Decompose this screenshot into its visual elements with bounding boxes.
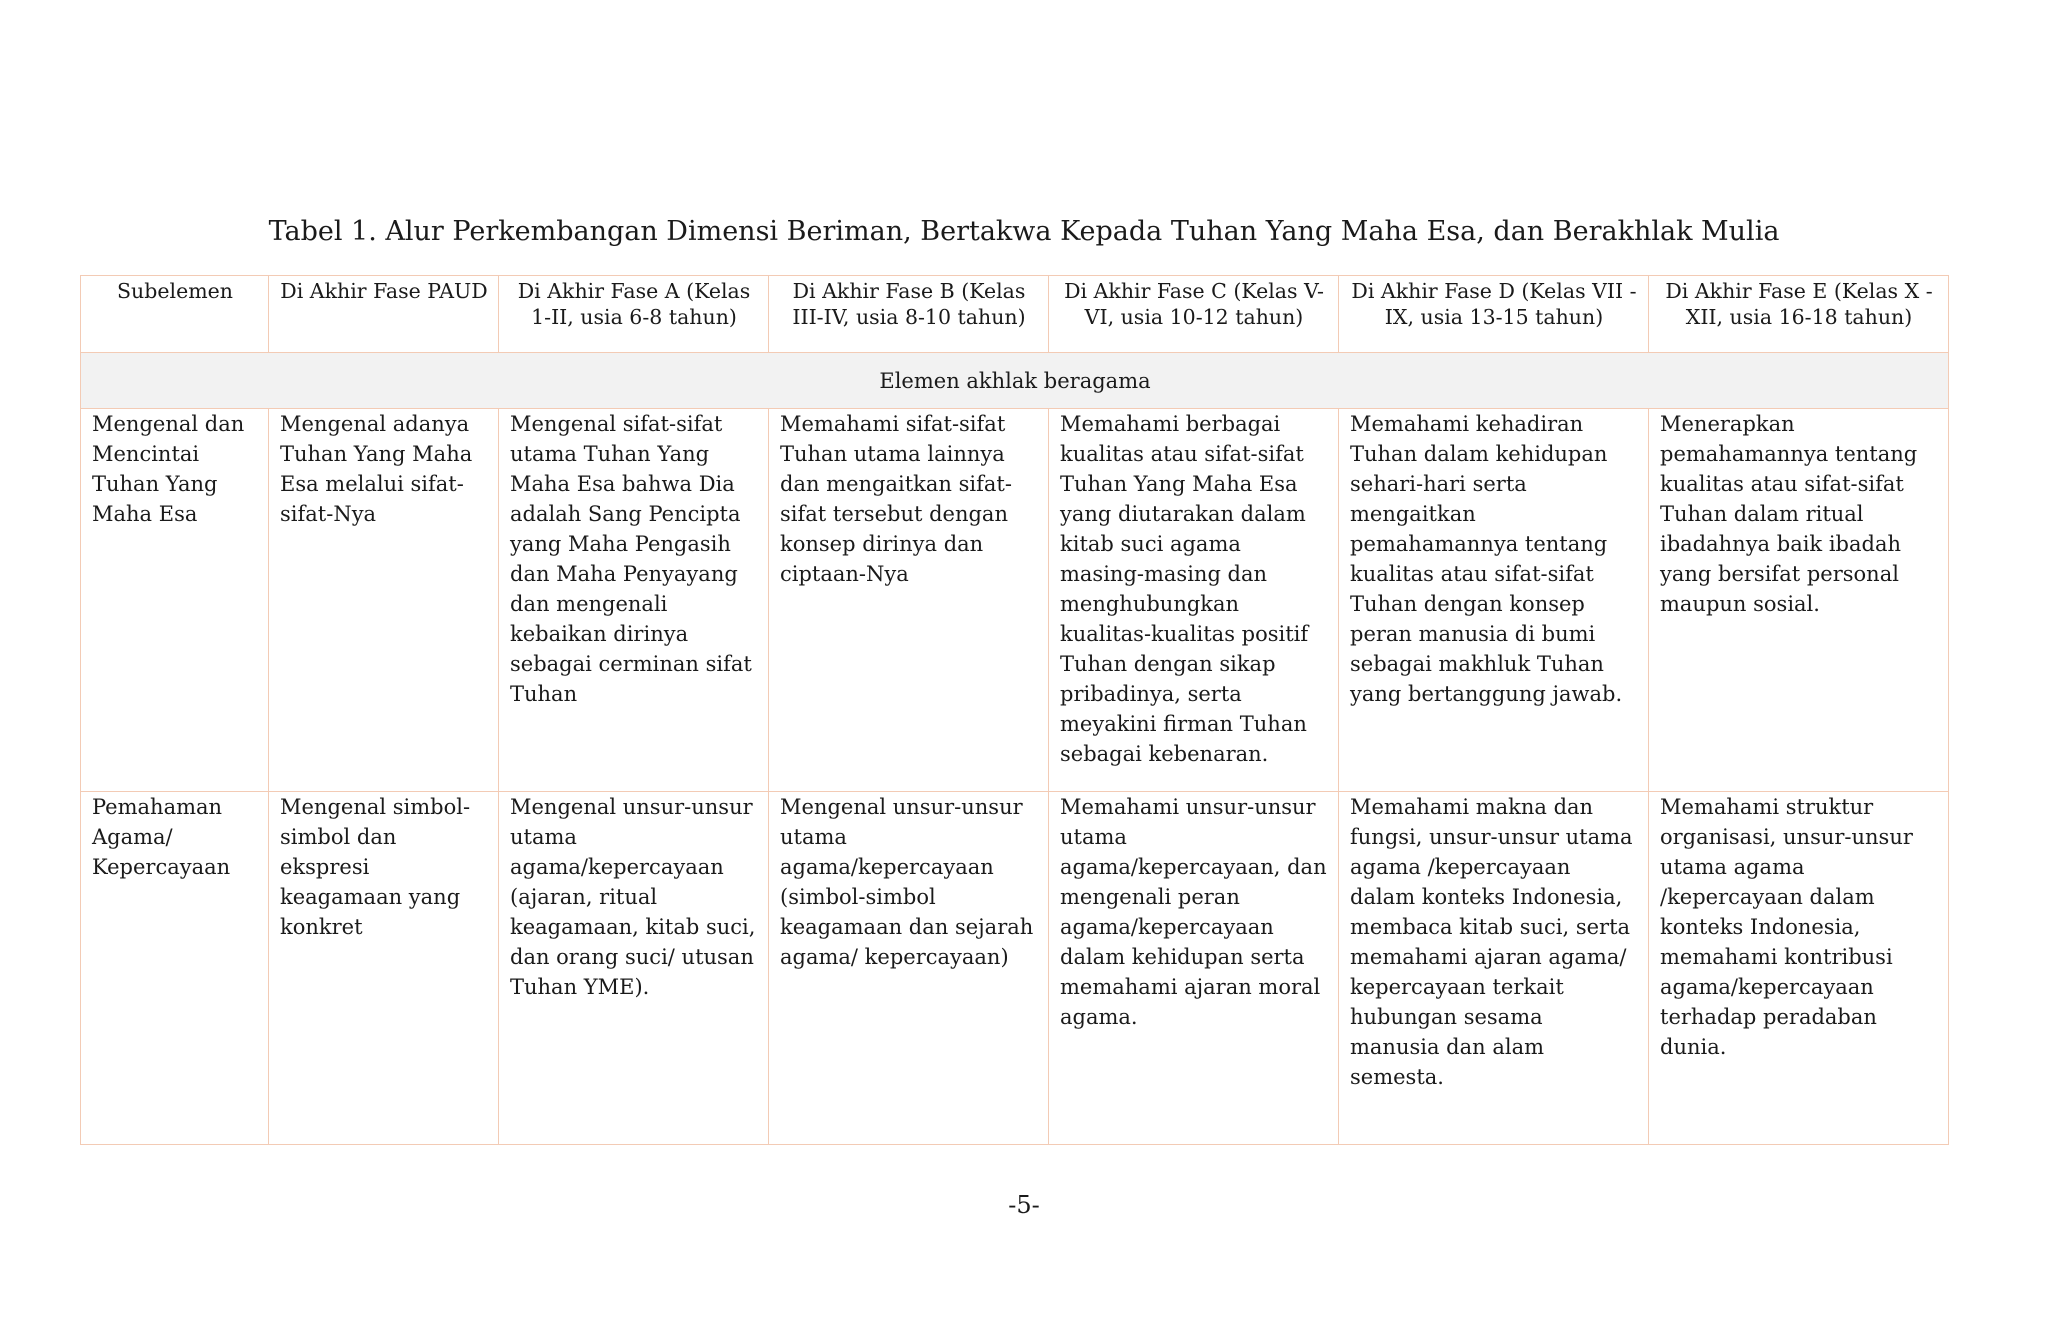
table-header-row bbox=[81, 276, 1949, 353]
section-row bbox=[81, 353, 1949, 409]
header-fase-d: Di Akhir Fase D (Kelas VII - IX, usia 13-15 tahun) bbox=[1339, 276, 1649, 353]
table-cell: Mengenal unsur-unsur utama agama/kepercayaan (ajaran, ritual keagamaan, kitab suci, dan orang suci/ utusan Tuhan YME). bbox=[499, 792, 769, 1145]
header-fase-paud: Di Akhir Fase PAUD bbox=[269, 276, 499, 353]
table-cell: Mengenal unsur-unsur utama agama/kepercayaan (simbol-simbol keagamaan dan sejarah agama/ kepercayaan) bbox=[769, 792, 1049, 1145]
table-row bbox=[81, 409, 1949, 792]
development-table bbox=[80, 275, 1949, 1145]
table-row bbox=[81, 792, 1949, 1145]
table-cell: Mengenal adanya Tuhan Yang Maha Esa melalui sifat-sifat-Nya bbox=[269, 409, 499, 792]
header-fase-a: Di Akhir Fase A (Kelas 1-II, usia 6-8 tahun) bbox=[499, 276, 769, 353]
table-cell: Mengenal sifat-sifat utama Tuhan Yang Maha Esa bahwa Dia adalah Sang Pencipta yang Maha Pengasih dan Maha Penyayang dan mengenali kebaikan dirinya sebagai cerminan sifat Tuhan bbox=[499, 409, 769, 792]
table-cell-subelemen: Pemahaman Agama/ Kepercayaan bbox=[81, 792, 269, 1145]
header-fase-c: Di Akhir Fase C (Kelas V-VI, usia 10-12 tahun) bbox=[1049, 276, 1339, 353]
table-cell: Mengenal simbol-simbol dan ekspresi keagamaan yang konkret bbox=[269, 792, 499, 1145]
table-cell: Memahami makna dan fungsi, unsur-unsur utama agama /kepercayaan dalam konteks Indonesia, membaca kitab suci, serta memahami ajaran agama/ kepercayaan terkait hubungan sesama manusia dan alam semesta. bbox=[1339, 792, 1649, 1145]
table-cell: Memahami sifat-sifat Tuhan utama lainnya dan mengaitkan sifat-sifat tersebut dengan konsep dirinya dan ciptaan-Nya bbox=[769, 409, 1049, 792]
table-cell: Memahami kehadiran Tuhan dalam kehidupan sehari-hari serta mengaitkan pemahamannya tentang kualitas atau sifat-sifat Tuhan dengan konsep peran manusia di bumi sebagai makhluk Tuhan yang bertanggung jawab. bbox=[1339, 409, 1649, 792]
section-label: Elemen akhlak beragama bbox=[81, 353, 1949, 409]
page-number: -5- bbox=[1008, 1191, 1040, 1219]
header-fase-b: Di Akhir Fase B (Kelas III-IV, usia 8-10 tahun) bbox=[769, 276, 1049, 353]
table-cell: Memahami berbagai kualitas atau sifat-sifat Tuhan Yang Maha Esa yang diutarakan dalam kitab suci agama masing-masing dan menghubungkan kualitas-kualitas positif Tuhan dengan sikap pribadinya, serta meyakini firman Tuhan sebagai kebenaran. bbox=[1049, 409, 1339, 792]
table-cell: Menerapkan pemahamannya tentang kualitas atau sifat-sifat Tuhan dalam ritual ibadahnya baik ibadah yang bersifat personal maupun sosial. bbox=[1649, 409, 1949, 792]
table-cell: Memahami struktur organisasi, unsur-unsur utama agama /kepercayaan dalam konteks Indonesia, memahami kontribusi agama/kepercayaan terhadap peradaban dunia. bbox=[1649, 792, 1949, 1145]
header-fase-e: Di Akhir Fase E (Kelas X - XII, usia 16-18 tahun) bbox=[1649, 276, 1949, 353]
header-subelemen: Subelemen bbox=[81, 276, 269, 353]
table-cell-subelemen: Mengenal dan Mencintai Tuhan Yang Maha Esa bbox=[81, 409, 269, 792]
table-cell: Memahami unsur-unsur utama agama/kepercayaan, dan mengenali peran agama/kepercayaan dalam kehidupan serta memahami ajaran moral agama. bbox=[1049, 792, 1339, 1145]
page-title: Tabel 1. Alur Perkembangan Dimensi Beriman, Bertakwa Kepada Tuhan Yang Maha Esa, dan Berakhlak Mulia bbox=[268, 216, 1780, 247]
